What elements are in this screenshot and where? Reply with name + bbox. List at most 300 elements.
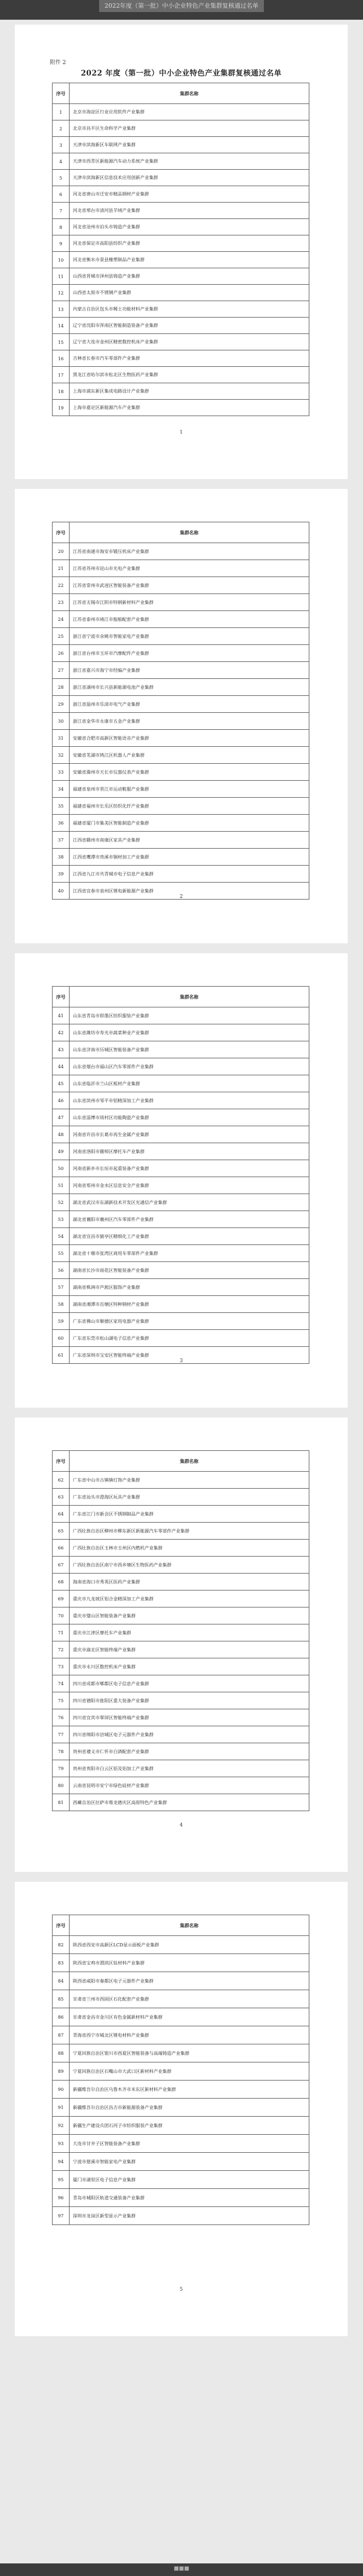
table-row (53, 2135, 309, 2153)
page-number: 1 (180, 430, 183, 435)
row-number: 77 (53, 1726, 70, 1743)
row-number: 29 (53, 696, 70, 713)
table-header-row (53, 522, 309, 543)
table-row (53, 1245, 309, 1262)
row-number: 5 (53, 170, 70, 186)
table-row (53, 2207, 309, 2225)
page-number: 2 (180, 894, 183, 900)
table-row (53, 1726, 309, 1743)
row-number: 73 (53, 1658, 70, 1675)
table-row (53, 120, 309, 137)
table-header-row (53, 83, 309, 104)
table-row (53, 611, 309, 628)
cluster-name: 湖北省十堰市张湾区商用车零部件产业集群 (70, 1245, 309, 1262)
cluster-name: 重庆市永川区数控机床产业集群 (70, 1658, 309, 1675)
header-name: 集群名称 (70, 522, 309, 543)
header-name: 集群名称 (70, 1915, 309, 1936)
row-number: 48 (53, 1126, 70, 1143)
table-row (53, 713, 309, 730)
table-row (53, 1777, 309, 1794)
cluster-name: 宁夏回族自治区石嘴山市大武口区新材料产业集群 (70, 2062, 309, 2081)
table-row (53, 2099, 309, 2117)
cluster-name: 广东省江门市新会区不锈钢制品产业集群 (70, 1506, 309, 1523)
cluster-name: 河南省许昌市长葛市再生金属产业集群 (70, 1126, 309, 1143)
table-header-row (53, 987, 309, 1007)
table-row (53, 301, 309, 318)
cluster-name: 四川省绵阳市涪城区电子元器件产业集群 (70, 1726, 309, 1743)
cluster-name: 青海省西宁市城北区锂电材料产业集群 (70, 2026, 309, 2044)
row-number: 33 (53, 764, 70, 781)
cluster-name: 吉林省长春市汽车零部件产业集群 (70, 350, 309, 367)
row-number: 85 (53, 1990, 70, 2008)
cluster-name: 厦门市湖里区电子信息产业集群 (70, 2171, 309, 2189)
row-number: 1 (53, 104, 70, 120)
table-row (53, 170, 309, 186)
row-number: 15 (53, 334, 70, 350)
table-row (53, 285, 309, 301)
table-row (53, 2153, 309, 2171)
row-number: 46 (53, 1092, 70, 1109)
row-number: 50 (53, 1160, 70, 1177)
cluster-name: 江西省赣州市南康区家具产业集群 (70, 832, 309, 849)
cluster-name: 福建省泉州市晋江市运动鞋服产业集群 (70, 781, 309, 798)
row-number: 28 (53, 679, 70, 696)
table-row (53, 383, 309, 400)
pdf-page-3 (15, 953, 348, 1408)
table-row (53, 577, 309, 594)
table-row (53, 2189, 309, 2207)
table-row (53, 1743, 309, 1760)
cluster-name: 湖北省宜昌市猇亭区精细化工产业集群 (70, 1228, 309, 1245)
row-number: 4 (53, 153, 70, 170)
cluster-name: 甘肃省兰州市西固区石化配套产业集群 (70, 1990, 309, 2008)
table-row (53, 334, 309, 350)
cluster-name: 湖南省湘潭市岳塘区特种钢材产业集群 (70, 1296, 309, 1313)
table-row (53, 1075, 309, 1092)
cluster-name: 重庆市璧山区智能装备产业集群 (70, 1607, 309, 1624)
table-row (53, 1177, 309, 1194)
header-name: 集群名称 (70, 1451, 309, 1472)
table-row (53, 1279, 309, 1296)
table-row (53, 252, 309, 268)
table-row (53, 1058, 309, 1075)
pdf-page-4 (15, 1417, 348, 1872)
row-number: 43 (53, 1041, 70, 1058)
row-number: 19 (53, 400, 70, 416)
cluster-name: 山西省晋城市泽州县铸造产业集群 (70, 268, 309, 285)
header-num: 序号 (53, 83, 70, 104)
table-row (53, 1041, 309, 1058)
cluster-name: 深圳市龙岗区新型显示产业集群 (70, 2207, 309, 2225)
row-number: 52 (53, 1194, 70, 1211)
cluster-name: 新疆生产建设兵团石河子市纺织服装产业集群 (70, 2117, 309, 2135)
attachment-label: 附件 2 (50, 60, 66, 66)
cluster-name: 青岛市城阳区轨道交通装备产业集群 (70, 2189, 309, 2207)
table-row (53, 1624, 309, 1641)
cluster-name: 陕西省宝鸡市渭滨区钛材料产业集群 (70, 1954, 309, 1972)
table-row (53, 268, 309, 285)
cluster-name: 辽宁省大连市金州区精密数控机床产业集群 (70, 334, 309, 350)
cluster-name: 山东省淄博市周村区功能陶瓷产业集群 (70, 1109, 309, 1126)
table-row (53, 104, 309, 120)
cluster-name: 上海市嘉定区新能源汽车产业集群 (70, 400, 309, 416)
table-row (53, 1972, 309, 1990)
row-number: 12 (53, 285, 70, 301)
row-number: 44 (53, 1058, 70, 1075)
cluster-name: 重庆市江津区摩托车产业集群 (70, 1624, 309, 1641)
row-number: 68 (53, 1574, 70, 1590)
cluster-name: 江西省宜春市袁州区锂电新能源产业集群 (70, 883, 309, 900)
table-row (53, 1954, 309, 1972)
cluster-table (52, 83, 309, 416)
table-row (53, 137, 309, 153)
cluster-name: 上海市浦东新区集成电路设计产业集群 (70, 383, 309, 400)
table-row (53, 1109, 309, 1126)
row-number: 63 (53, 1489, 70, 1506)
row-number: 55 (53, 1245, 70, 1262)
table-row (53, 1211, 309, 1228)
row-number: 38 (53, 849, 70, 866)
row-number: 83 (53, 1954, 70, 1972)
row-number: 42 (53, 1024, 70, 1041)
cluster-name: 陕西省西安市高新区LCD显示面板产业集群 (70, 1936, 309, 1954)
table-row (53, 2062, 309, 2081)
doc-title: 2022 年度（第一批）中小企业特色产业集群复核通过名单 (80, 69, 282, 78)
row-number: 86 (53, 2008, 70, 2026)
cluster-name: 宁夏回族自治区银川市西夏区智能装备与高端铸造产业集群 (70, 2044, 309, 2062)
table-row (53, 219, 309, 235)
row-number: 96 (53, 2189, 70, 2207)
table-row (53, 400, 309, 416)
header-name: 集群名称 (70, 83, 309, 104)
row-number: 2 (53, 120, 70, 137)
row-number: 79 (53, 1760, 70, 1777)
cluster-name: 四川省宜宾市翠屏区智能终端产业集群 (70, 1709, 309, 1726)
table-header-row (53, 1451, 309, 1472)
row-number: 7 (53, 203, 70, 219)
pdf-page-1 (15, 25, 348, 479)
cluster-table (52, 1450, 309, 1811)
row-number: 51 (53, 1177, 70, 1194)
page-controls-icon[interactable]: ■■■ (174, 2566, 189, 2572)
cluster-name: 浙江省温州市乐清市电气产业集群 (70, 696, 309, 713)
cluster-name: 甘肃省金昌市金川区有色金属新材料产业集群 (70, 2008, 309, 2026)
row-number: 23 (53, 594, 70, 611)
row-number: 95 (53, 2171, 70, 2189)
row-number: 10 (53, 252, 70, 268)
row-number: 56 (53, 1262, 70, 1279)
cluster-name: 河北省邢台市清河县羊绒产业集群 (70, 203, 309, 219)
cluster-name: 江苏省常州市武进区智能装备产业集群 (70, 577, 309, 594)
row-number: 13 (53, 301, 70, 318)
table-row (53, 628, 309, 645)
table-row (53, 1990, 309, 2008)
row-number: 80 (53, 1777, 70, 1794)
table-row (53, 2171, 309, 2189)
table-row (53, 849, 309, 866)
table-row (53, 594, 309, 611)
table-header-row (53, 1915, 309, 1936)
cluster-name: 新疆维吾尔自治区乌鲁木齐市米东区新材料产业集群 (70, 2081, 309, 2099)
table-row (53, 1262, 309, 1279)
row-number: 24 (53, 611, 70, 628)
cluster-name: 河北省保定市高阳县纺织产业集群 (70, 235, 309, 252)
header-num: 序号 (53, 1451, 70, 1472)
cluster-name: 河北省唐山市迁安市精品钢材产业集群 (70, 186, 309, 203)
cluster-name: 湖北省襄阳市襄州区汽车零部件产业集群 (70, 1211, 309, 1228)
cluster-name: 山东省临沂市兰山区板材产业集群 (70, 1075, 309, 1092)
row-number: 49 (53, 1143, 70, 1160)
cluster-name: 安徽省滁州市天长市仪器仪表产业集群 (70, 764, 309, 781)
cluster-table (52, 1915, 309, 2225)
cluster-name: 山东省青岛市即墨区纺织服装产业集群 (70, 1007, 309, 1024)
document-title-bar (0, 0, 363, 12)
table-row (53, 1194, 309, 1211)
header-num: 序号 (53, 522, 70, 543)
row-number: 27 (53, 662, 70, 679)
cluster-name: 河南省洛阳市偃师区摩托车产业集群 (70, 1143, 309, 1160)
cluster-name: 广西壮族自治区柳州市柳东新区新能源汽车零部件产业集群 (70, 1523, 309, 1540)
table-row (53, 1574, 309, 1590)
cluster-name: 北京市海淀区行业应用软件产业集群 (70, 104, 309, 120)
table-row (53, 1313, 309, 1330)
table-row (53, 832, 309, 849)
table-row (53, 367, 309, 383)
table-row (53, 2026, 309, 2044)
table-row (53, 662, 309, 679)
pdf-page-2 (15, 489, 348, 943)
cluster-name: 海南省海口市秀英区医药产业集群 (70, 1574, 309, 1590)
row-number: 76 (53, 1709, 70, 1726)
row-number: 21 (53, 560, 70, 577)
cluster-name: 西藏自治区拉萨市堆龙德庆区高原特色产业集群 (70, 1794, 309, 1811)
table-row (53, 1523, 309, 1540)
row-number: 18 (53, 383, 70, 400)
cluster-name: 福建省福州市长乐区纺织化纤产业集群 (70, 798, 309, 815)
row-number: 82 (53, 1936, 70, 1954)
table-row (53, 1296, 309, 1313)
row-number: 17 (53, 367, 70, 383)
row-number: 30 (53, 713, 70, 730)
cluster-name: 天津市滨海新区信息技术应用创新产业集群 (70, 170, 309, 186)
cluster-name: 广东省中山市古镇镇灯饰产业集群 (70, 1472, 309, 1489)
viewer-toolbar (0, 0, 363, 20)
row-number: 81 (53, 1794, 70, 1811)
table-row (53, 1489, 309, 1506)
cluster-name: 江西省鹰潭市贵溪市铜材加工产业集群 (70, 849, 309, 866)
row-number: 35 (53, 798, 70, 815)
table-row (53, 1760, 309, 1777)
table-row (53, 866, 309, 883)
table-row (53, 1092, 309, 1109)
row-number: 9 (53, 235, 70, 252)
row-number: 72 (53, 1641, 70, 1658)
table-row (53, 560, 309, 577)
cluster-name: 浙江省台州市玉环市汽摩配件产业集群 (70, 645, 309, 662)
table-row (53, 235, 309, 252)
cluster-table (52, 522, 309, 900)
table-row (53, 1590, 309, 1607)
cluster-name: 宁波市慈溪市智能家电产业集群 (70, 2153, 309, 2171)
cluster-name: 浙江省嘉兴市海宁市经编产业集群 (70, 662, 309, 679)
cluster-name: 浙江省湖州市长兴县新能源电池产业集群 (70, 679, 309, 696)
cluster-name: 河北省衡水市景县橡塑制品产业集群 (70, 252, 309, 268)
table-row (53, 318, 309, 334)
row-number: 31 (53, 730, 70, 747)
page-number: 4 (180, 1823, 183, 1828)
row-number: 94 (53, 2153, 70, 2171)
row-number: 34 (53, 781, 70, 798)
table-row (53, 1506, 309, 1523)
row-number: 74 (53, 1675, 70, 1692)
row-number: 70 (53, 1607, 70, 1624)
cluster-name: 安徽省芜湖市鸠江区机器人产业集群 (70, 747, 309, 764)
row-number: 97 (53, 2207, 70, 2225)
table-row (53, 1675, 309, 1692)
row-number: 61 (53, 1347, 70, 1364)
cluster-name: 重庆市渝北区智能终端产业集群 (70, 1641, 309, 1658)
cluster-name: 河南省新乡市长垣市起重装备产业集群 (70, 1160, 309, 1177)
row-number: 88 (53, 2044, 70, 2062)
cluster-name: 山东省烟台市福山区汽车零部件产业集群 (70, 1058, 309, 1075)
cluster-name: 福建省厦门市集美区智能制造产业集群 (70, 815, 309, 832)
table-row (53, 2008, 309, 2026)
row-number: 53 (53, 1211, 70, 1228)
cluster-name: 湖南省株洲市芦淞区服饰产业集群 (70, 1279, 309, 1296)
header-name: 集群名称 (70, 987, 309, 1007)
row-number: 67 (53, 1557, 70, 1574)
cluster-name: 山东省潍坊市寿光市蔬菜种业产业集群 (70, 1024, 309, 1041)
cluster-name: 广西壮族自治区南宁市西乡塘区生物医药产业集群 (70, 1557, 309, 1574)
header-num: 序号 (53, 1915, 70, 1936)
document-title: 2022年度（第一批）中小企业特色产业集群复核通过名单 (99, 0, 264, 12)
table-row (53, 153, 309, 170)
row-number: 69 (53, 1590, 70, 1607)
row-number: 84 (53, 1972, 70, 1990)
cluster-name: 内蒙古自治区包头市稀土功能材料产业集群 (70, 301, 309, 318)
row-number: 26 (53, 645, 70, 662)
cluster-name: 陕西省咸阳市秦都区电子元器件产业集群 (70, 1972, 309, 1990)
row-number: 66 (53, 1540, 70, 1557)
row-number: 14 (53, 318, 70, 334)
table-row (53, 1658, 309, 1675)
row-number: 64 (53, 1506, 70, 1523)
row-number: 22 (53, 577, 70, 594)
cluster-name: 广东省东莞市松山湖电子信息产业集群 (70, 1330, 309, 1347)
row-number: 16 (53, 350, 70, 367)
cluster-name: 四川省德阳市旌阳区重大装备产业集群 (70, 1692, 309, 1709)
row-number: 47 (53, 1109, 70, 1126)
table-row (53, 696, 309, 713)
pdf-page-5 (15, 1882, 348, 2336)
row-number: 90 (53, 2081, 70, 2099)
table-row (53, 1007, 309, 1024)
cluster-name: 江苏省苏州市昆山市光电产业集群 (70, 560, 309, 577)
row-number: 40 (53, 883, 70, 900)
table-row (53, 2044, 309, 2062)
row-number: 59 (53, 1313, 70, 1330)
row-number: 60 (53, 1330, 70, 1347)
table-row (53, 1692, 309, 1709)
cluster-name: 天津市滨海新区车联网产业集群 (70, 137, 309, 153)
row-number: 11 (53, 268, 70, 285)
table-row (53, 1936, 309, 1954)
table-row (53, 350, 309, 367)
cluster-name: 北京市昌平区生命科学产业集群 (70, 120, 309, 137)
table-row (53, 781, 309, 798)
cluster-name: 浙江省宁波市余姚市智能家电产业集群 (70, 628, 309, 645)
cluster-name: 山东省滨州市邹平市铝精深加工产业集群 (70, 1092, 309, 1109)
table-row (53, 1472, 309, 1489)
row-number: 25 (53, 628, 70, 645)
table-row (53, 1143, 309, 1160)
table-row (53, 2117, 309, 2135)
row-number: 78 (53, 1743, 70, 1760)
cluster-table (52, 986, 309, 1364)
table-row (53, 1160, 309, 1177)
row-number: 89 (53, 2062, 70, 2081)
table-row (53, 1126, 309, 1143)
row-number: 45 (53, 1075, 70, 1092)
row-number: 37 (53, 832, 70, 849)
table-row (53, 186, 309, 203)
table-row (53, 203, 309, 219)
table-row (53, 1641, 309, 1658)
cluster-name: 四川省成都市郫都区电子信息产业集群 (70, 1675, 309, 1692)
cluster-name: 广西壮族自治区玉林市玉州区内燃机产业集群 (70, 1540, 309, 1557)
cluster-name: 湖北省武汉市东湖新技术开发区光通信产业集群 (70, 1194, 309, 1211)
table-row (53, 1709, 309, 1726)
cluster-name: 黑龙江省哈尔滨市松北区生物医药产业集群 (70, 367, 309, 383)
table-row (53, 815, 309, 832)
cluster-name: 天津市西青区新能源汽车动力系统产业集群 (70, 153, 309, 170)
table-row (53, 747, 309, 764)
cluster-name: 山东省济南市历城区智能装备产业集群 (70, 1041, 309, 1058)
cluster-name: 江西省九江市共青城市电子信息产业集群 (70, 866, 309, 883)
cluster-name: 山西省太原市不锈钢产业集群 (70, 285, 309, 301)
header-num: 序号 (53, 987, 70, 1007)
cluster-name: 重庆市九龙坡区铝合金精深加工产业集群 (70, 1590, 309, 1607)
cluster-name: 安徽省合肥市高新区智能语音产业集群 (70, 730, 309, 747)
table-row (53, 730, 309, 747)
row-number: 6 (53, 186, 70, 203)
table-row (53, 543, 309, 560)
cluster-name: 辽宁省沈阳市浑南区智能制造装备产业集群 (70, 318, 309, 334)
table-row (53, 1540, 309, 1557)
cluster-name: 大连市甘井子区智能装备产业集群 (70, 2135, 309, 2153)
row-number: 20 (53, 543, 70, 560)
table-row (53, 1330, 309, 1347)
cluster-name: 江苏省无锡市江阴市特钢新材料产业集群 (70, 594, 309, 611)
row-number: 39 (53, 866, 70, 883)
row-number: 87 (53, 2026, 70, 2044)
cluster-name: 江苏省泰州市靖江市船舶配套产业集群 (70, 611, 309, 628)
table-row (53, 1024, 309, 1041)
row-number: 58 (53, 1296, 70, 1313)
row-number: 62 (53, 1472, 70, 1489)
table-row (53, 2081, 309, 2099)
row-number: 91 (53, 2099, 70, 2117)
table-row (53, 1228, 309, 1245)
row-number: 3 (53, 137, 70, 153)
row-number: 54 (53, 1228, 70, 1245)
table-row (53, 798, 309, 815)
cluster-name: 江苏省南通市海安市锻压机床产业集群 (70, 543, 309, 560)
cluster-name: 河北省沧州市泊头市铸造产业集群 (70, 219, 309, 235)
viewer-bottom-bar (0, 2563, 363, 2576)
row-number: 57 (53, 1279, 70, 1296)
cluster-name: 新疆维吾尔自治区昌吉市新能源装备产业集群 (70, 2099, 309, 2117)
